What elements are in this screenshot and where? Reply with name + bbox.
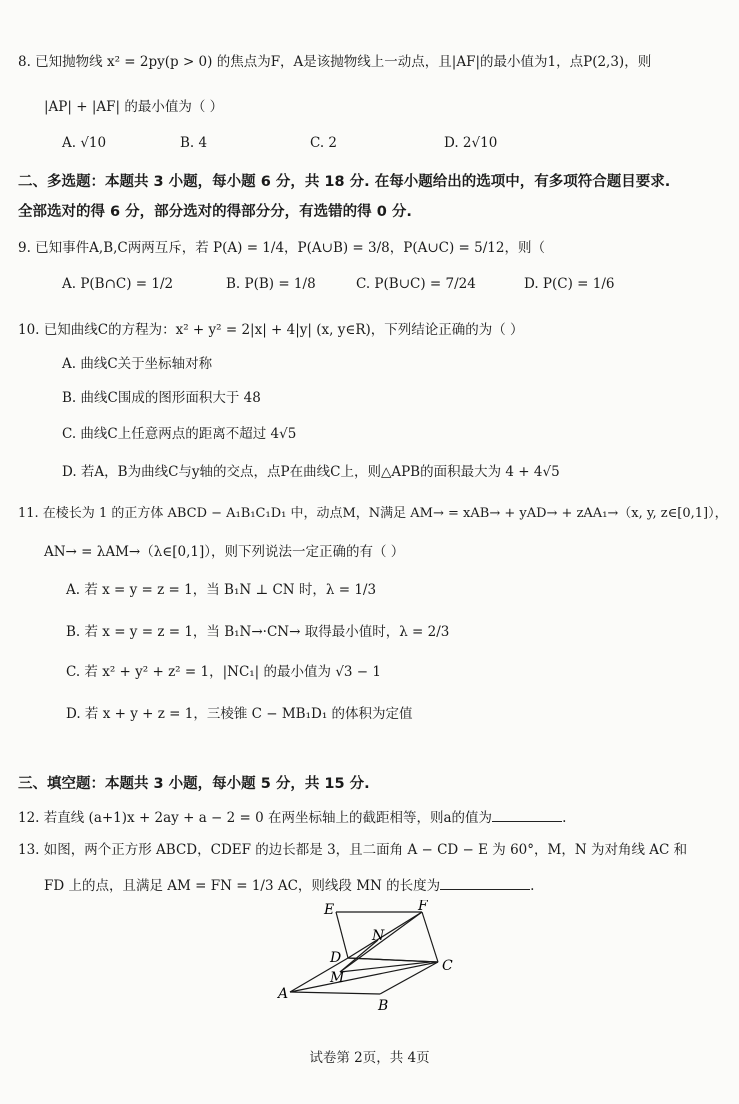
- figure-label-d: D: [330, 950, 342, 966]
- q13-stem-line1: 13. 如图，两个正方形 ABCD，CDEF 的边长都是 3，且二面角 A − CD − E 为 60°，M，N 为对角线 AC 和: [18, 842, 688, 858]
- page-footer: 试卷第 2页，共 4页: [309, 1050, 430, 1066]
- edge-ab: [290, 992, 380, 994]
- line-dm: [348, 958, 438, 962]
- q13-stem-line2: [44, 874, 534, 894]
- q9-option-c: C. P(B∪C) = 7/24: [356, 276, 476, 292]
- section3-title: 三、填空题：本题共 3 小题，每小题 5 分，共 15 分.: [18, 776, 370, 792]
- q10-option-b: B. 曲线C围成的图形面积大于 48: [62, 390, 261, 406]
- q8-option-c: C. 2: [310, 135, 338, 151]
- q13-answer-blank[interactable]: [440, 877, 530, 890]
- q8-option-d: D. 2√10: [444, 135, 498, 151]
- figure-label-c: C: [442, 958, 453, 974]
- edge-fc: [422, 912, 438, 962]
- figure-label-n: N: [372, 928, 385, 944]
- figure-label-a: A: [278, 986, 289, 1002]
- segment-mn: [340, 940, 378, 972]
- q13-text: FD 上的点，且满足 AM = FN = 1/3 AC，则线段 MN 的长度为: [44, 878, 441, 894]
- q12-stem: [18, 806, 566, 826]
- q11-option-a: A. 若 x = y = z = 1，当 B₁N ⊥ CN 时，λ = 1/3: [66, 582, 377, 598]
- q9-option-b: B. P(B) = 1/8: [226, 276, 316, 292]
- figure-label-b: B: [378, 998, 389, 1014]
- q10-stem: 10. 已知曲线C的方程为：x² + y² = 2|x| + 4|y| (x, y∈R)，下列结论正确的为（ ）: [18, 322, 524, 338]
- q13-figure: [270, 900, 460, 1015]
- q8-stem-line2: |AP| + |AF| 的最小值为（ ）: [44, 99, 224, 115]
- q9-stem: 9. 已知事件A,B,C两两互斥，若 P(A) = 1/4，P(A∪B) = 3/8，P(A∪C) = 5/12，则（: [18, 240, 545, 256]
- q12-end: .: [562, 810, 567, 826]
- q11-option-d: D. 若 x + y + z = 1，三棱锥 C − MB₁D₁ 的体积为定值: [66, 706, 413, 722]
- q10-option-d: D. 若A，B为曲线C与y轴的交点，点P在曲线C上，则△APB的面积最大为 4 + 4√5: [62, 464, 560, 480]
- q11-stem-line2: AN→ = λAM→（λ∈[0,1]），则下列说法一定正确的有（ ）: [44, 544, 405, 560]
- q9-option-d: D. P(C) = 1/6: [524, 276, 615, 292]
- q8-option-b: B. 4: [180, 135, 208, 151]
- q11-stem-line1: 11. 在棱长为 1 的正方体 ABCD − A₁B₁C₁D₁ 中，动点M，N满足 AM→ = xAB→ + yAD→ + zAA₁→（x, y, z∈[0,1]），: [18, 506, 728, 521]
- diagonal-fd: [348, 912, 422, 958]
- q12-answer-blank[interactable]: [492, 809, 562, 822]
- q10-option-c: C. 曲线C上任意两点的距离不超过 4√5: [62, 426, 297, 442]
- section2-title-line2: 全部选对的得 6 分，部分选对的得部分分，有选错的得 0 分.: [18, 204, 412, 220]
- q12-text: 12. 若直线 (a+1)x + 2ay + a − 2 = 0 在两坐标轴上的截距相等，则a的值为: [18, 810, 493, 826]
- q8-option-a: A. √10: [62, 135, 107, 151]
- diagonal-ac: [290, 962, 438, 992]
- figure-label-m: M: [330, 970, 345, 986]
- line-mn-ext: [340, 962, 430, 972]
- q8-stem-line1: 8. 已知抛物线 x² = 2py(p > 0) 的焦点为F，A是该抛物线上一动点，且|AF|的最小值为1，点P(2,3)，则: [18, 54, 652, 70]
- q10-option-a: A. 曲线C关于坐标轴对称: [62, 356, 213, 372]
- figure-label-f: F: [418, 900, 428, 914]
- q9-option-a: A. P(B∩C) = 1/2: [62, 276, 174, 292]
- figure-label-e: E: [324, 902, 335, 918]
- q11-option-b: B. 若 x = y = z = 1，当 B₁N→·CN→ 取得最小值时，λ = 2/3: [66, 624, 450, 640]
- section2-title-line1: 二、多选题：本题共 3 小题，每小题 6 分，共 18 分. 在每小题给出的选项中，有多项符合题目要求.: [18, 174, 671, 190]
- q11-option-c: C. 若 x² + y² + z² = 1，|NC₁| 的最小值为 √3 − 1: [66, 664, 381, 680]
- q13-end: .: [530, 878, 535, 894]
